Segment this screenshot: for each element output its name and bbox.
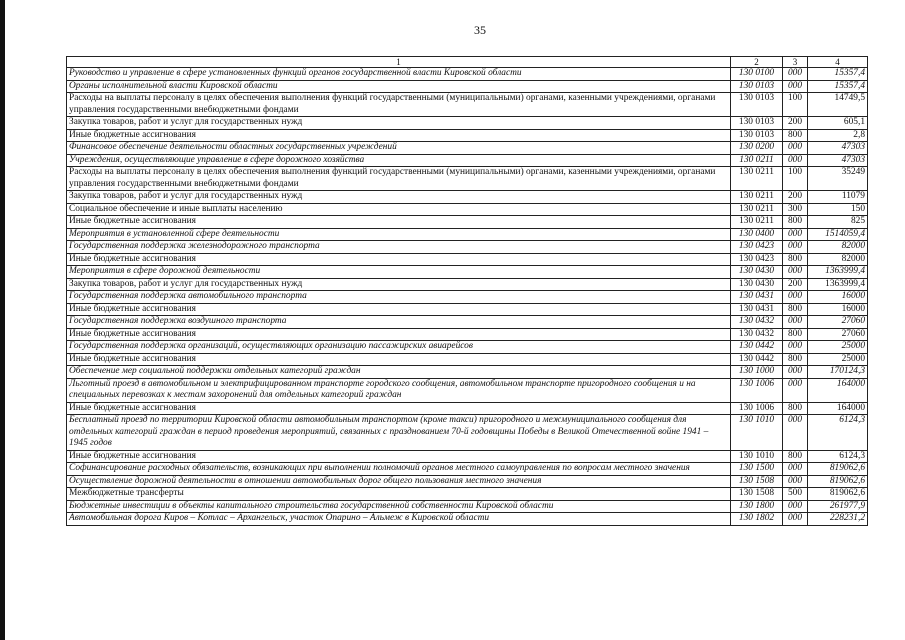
row-type-cell: 800 <box>783 129 808 142</box>
row-sum-cell: 27060 <box>808 328 868 341</box>
row-name-cell: Учреждения, осуществляющие управление в сфере дорожного хозяйства <box>67 154 731 167</box>
row-type-cell: 800 <box>783 303 808 316</box>
table-row <box>67 475 868 488</box>
row-type-cell: 000 <box>783 228 808 241</box>
table-row <box>67 216 868 229</box>
row-type-cell: 000 <box>783 241 808 254</box>
row-type-cell: 000 <box>783 154 808 167</box>
row-code-cell: 130 1800 <box>731 500 783 513</box>
budget-table <box>66 56 868 526</box>
table-body <box>67 68 868 526</box>
row-code-cell: 130 0103 <box>731 93 783 117</box>
table-row <box>67 68 868 81</box>
table-row <box>67 142 868 155</box>
row-type-cell: 800 <box>783 353 808 366</box>
page-number: 35 <box>474 23 486 37</box>
row-sum-cell: 82000 <box>808 253 868 266</box>
row-name-cell: Финансовое обеспечение деятельности областных государственных учреждений <box>67 142 731 155</box>
row-name-cell: Закупка товаров, работ и услуг для государственных нужд <box>67 117 731 130</box>
row-code-cell: 130 0430 <box>731 266 783 279</box>
table-row <box>67 378 868 402</box>
table-row <box>67 191 868 204</box>
row-name-cell: Межбюджетные трансферты <box>67 488 731 501</box>
row-sum-cell: 164000 <box>808 378 868 402</box>
row-sum-cell: 6124,3 <box>808 450 868 463</box>
row-sum-cell: 2,8 <box>808 129 868 142</box>
row-type-cell: 800 <box>783 328 808 341</box>
row-name-cell: Иные бюджетные ассигнования <box>67 450 731 463</box>
row-name-cell: Автомобильная дорога Киров – Котлас – Архангельск, участок Опарино – Альмеж в Кировской области <box>67 513 731 526</box>
table-row <box>67 278 868 291</box>
row-code-cell: 130 0400 <box>731 228 783 241</box>
row-sum-cell: 605,1 <box>808 117 868 130</box>
table-row <box>67 154 868 167</box>
row-sum-cell: 82000 <box>808 241 868 254</box>
row-name-cell: Иные бюджетные ассигнования <box>67 253 731 266</box>
table-row <box>67 117 868 130</box>
table-row <box>67 93 868 117</box>
table-row <box>67 266 868 279</box>
row-sum-cell: 261977,9 <box>808 500 868 513</box>
row-sum-cell: 14749,5 <box>808 93 868 117</box>
row-type-cell: 500 <box>783 488 808 501</box>
row-code-cell: 130 0423 <box>731 241 783 254</box>
row-sum-cell: 16000 <box>808 291 868 304</box>
row-type-cell: 800 <box>783 216 808 229</box>
row-sum-cell: 228231,2 <box>808 513 868 526</box>
row-code-cell: 130 0211 <box>731 154 783 167</box>
row-sum-cell: 825 <box>808 216 868 229</box>
row-code-cell: 130 0442 <box>731 341 783 354</box>
row-type-cell: 000 <box>783 463 808 476</box>
row-code-cell: 130 0432 <box>731 316 783 329</box>
row-type-cell: 000 <box>783 513 808 526</box>
row-sum-cell: 47303 <box>808 142 868 155</box>
table-row <box>67 488 868 501</box>
row-type-cell: 000 <box>783 366 808 379</box>
table-header-row <box>67 57 868 68</box>
row-name-cell: Иные бюджетные ассигнования <box>67 402 731 415</box>
row-name-cell: Софинансирование расходных обязательств, возникающих при выполнении полномочий органов местного самоуправления по вопросам местного значения <box>67 463 731 476</box>
row-name-cell: Государственная поддержка железнодорожного транспорта <box>67 241 731 254</box>
row-type-cell: 000 <box>783 266 808 279</box>
row-code-cell: 130 0442 <box>731 353 783 366</box>
row-sum-cell: 1514059,4 <box>808 228 868 241</box>
row-type-cell: 000 <box>783 378 808 402</box>
row-name-cell: Мероприятия в сфере дорожной деятельности <box>67 266 731 279</box>
table-row <box>67 129 868 142</box>
row-sum-cell: 1363999,4 <box>808 266 868 279</box>
row-code-cell: 130 0430 <box>731 278 783 291</box>
table-row <box>67 353 868 366</box>
row-code-cell: 130 0432 <box>731 328 783 341</box>
row-code-cell: 130 0423 <box>731 253 783 266</box>
row-code-cell: 130 0103 <box>731 80 783 93</box>
table-row <box>67 513 868 526</box>
row-name-cell: Органы исполнительной власти Кировской области <box>67 80 731 93</box>
row-name-cell: Расходы на выплаты персоналу в целях обеспечения выполнения функций государственными (муниципальными) органами, казенными учреждениями, органами управления государственными внебюджетными фондами <box>67 93 731 117</box>
row-code-cell: 130 0211 <box>731 191 783 204</box>
row-sum-cell: 819062,6 <box>808 463 868 476</box>
table-row <box>67 203 868 216</box>
row-name-cell: Иные бюджетные ассигнования <box>67 328 731 341</box>
row-code-cell: 130 0211 <box>731 167 783 191</box>
row-name-cell: Осуществление дорожной деятельности в отношении автомобильных дорог общего пользования местного значения <box>67 475 731 488</box>
row-type-cell: 000 <box>783 500 808 513</box>
row-name-cell: Иные бюджетные ассигнования <box>67 303 731 316</box>
row-sum-cell: 15357,4 <box>808 80 868 93</box>
row-name-cell: Бюджетные инвестиции в объекты капитального строительства государственной собственности Кировской области <box>67 500 731 513</box>
table-row <box>67 241 868 254</box>
row-code-cell: 130 0200 <box>731 142 783 155</box>
row-code-cell: 130 0211 <box>731 216 783 229</box>
row-name-cell: Иные бюджетные ассигнования <box>67 129 731 142</box>
table-row <box>67 303 868 316</box>
row-type-cell: 200 <box>783 117 808 130</box>
table-row <box>67 253 868 266</box>
row-code-cell: 130 0211 <box>731 203 783 216</box>
header-col-2: 2 <box>731 57 783 68</box>
row-code-cell: 130 1006 <box>731 402 783 415</box>
row-sum-cell: 164000 <box>808 402 868 415</box>
row-code-cell: 130 1010 <box>731 450 783 463</box>
row-name-cell: Государственная поддержка воздушного транспорта <box>67 316 731 329</box>
table-row <box>67 366 868 379</box>
table-row <box>67 463 868 476</box>
row-code-cell: 130 1508 <box>731 475 783 488</box>
row-sum-cell: 819062,6 <box>808 488 868 501</box>
row-name-cell: Социальное обеспечение и иные выплаты населению <box>67 203 731 216</box>
table-row <box>67 228 868 241</box>
table-row <box>67 80 868 93</box>
row-sum-cell: 1363999,4 <box>808 278 868 291</box>
table-row <box>67 341 868 354</box>
row-type-cell: 100 <box>783 167 808 191</box>
row-type-cell: 800 <box>783 450 808 463</box>
row-name-cell: Мероприятия в установленной сфере деятельности <box>67 228 731 241</box>
row-code-cell: 130 0103 <box>731 117 783 130</box>
row-type-cell: 800 <box>783 402 808 415</box>
row-name-cell: Иные бюджетные ассигнования <box>67 216 731 229</box>
row-sum-cell: 819062,6 <box>808 475 868 488</box>
row-code-cell: 130 1508 <box>731 488 783 501</box>
row-sum-cell: 150 <box>808 203 868 216</box>
row-name-cell: Государственная поддержка организаций, осуществляющих организацию пассажирских авиарейсов <box>67 341 731 354</box>
row-type-cell: 200 <box>783 278 808 291</box>
header-col-3: 3 <box>783 57 808 68</box>
row-sum-cell: 6124,3 <box>808 415 868 451</box>
header-col-1: 1 <box>67 57 731 68</box>
row-type-cell: 000 <box>783 68 808 81</box>
row-name-cell: Закупка товаров, работ и услуг для государственных нужд <box>67 191 731 204</box>
table-row <box>67 450 868 463</box>
row-code-cell: 130 1802 <box>731 513 783 526</box>
row-sum-cell: 16000 <box>808 303 868 316</box>
table-row <box>67 291 868 304</box>
row-sum-cell: 15357,4 <box>808 68 868 81</box>
table-row <box>67 316 868 329</box>
row-name-cell: Государственная поддержка автомобильного транспорта <box>67 291 731 304</box>
row-name-cell: Руководство и управление в сфере установленных функций органов государственной власти Кировской области <box>67 68 731 81</box>
row-type-cell: 000 <box>783 341 808 354</box>
row-sum-cell: 170124,3 <box>808 366 868 379</box>
row-sum-cell: 27060 <box>808 316 868 329</box>
row-type-cell: 000 <box>783 80 808 93</box>
table-row <box>67 328 868 341</box>
scan-edge-bar <box>0 0 5 640</box>
row-type-cell: 000 <box>783 291 808 304</box>
row-name-cell: Льготный проезд в автомобильном и электрифицированном транспорте городского сообщения, автомобильном транспорте пригородного сообщения и на специальных перевозках к местам захоронений для отдельных категорий граждан <box>67 378 731 402</box>
row-name-cell: Иные бюджетные ассигнования <box>67 353 731 366</box>
row-code-cell: 130 0100 <box>731 68 783 81</box>
table-row <box>67 415 868 451</box>
table-row <box>67 167 868 191</box>
row-type-cell: 000 <box>783 475 808 488</box>
row-type-cell: 800 <box>783 253 808 266</box>
row-type-cell: 200 <box>783 191 808 204</box>
row-code-cell: 130 0103 <box>731 129 783 142</box>
table-row <box>67 500 868 513</box>
row-name-cell: Закупка товаров, работ и услуг для государственных нужд <box>67 278 731 291</box>
row-sum-cell: 11079 <box>808 191 868 204</box>
row-name-cell: Бесплатный проезд по территории Кировской области автомобильным транспортом (кроме такси) пригородного и межмуниципального сообщения для отдельных категорий граждан в период проведения мероприятий, связанных с празднованием 70-й годовщины Победы в Великой Отечественной войне 1941 – 1945 годов <box>67 415 731 451</box>
row-code-cell: 130 1000 <box>731 366 783 379</box>
row-sum-cell: 25000 <box>808 341 868 354</box>
row-type-cell: 000 <box>783 142 808 155</box>
row-code-cell: 130 1500 <box>731 463 783 476</box>
row-sum-cell: 25000 <box>808 353 868 366</box>
table-row <box>67 402 868 415</box>
row-sum-cell: 35249 <box>808 167 868 191</box>
row-code-cell: 130 0431 <box>731 291 783 304</box>
header-col-4: 4 <box>808 57 868 68</box>
row-type-cell: 100 <box>783 93 808 117</box>
row-type-cell: 000 <box>783 316 808 329</box>
row-code-cell: 130 0431 <box>731 303 783 316</box>
row-code-cell: 130 1006 <box>731 378 783 402</box>
row-name-cell: Обеспечение мер социальной поддержки отдельных категорий граждан <box>67 366 731 379</box>
row-sum-cell: 47303 <box>808 154 868 167</box>
row-name-cell: Расходы на выплаты персоналу в целях обеспечения выполнения функций государственными (муниципальными) органами, казенными учреждениями, органами управления государственными внебюджетными фондами <box>67 167 731 191</box>
row-code-cell: 130 1010 <box>731 415 783 451</box>
row-type-cell: 000 <box>783 415 808 451</box>
row-type-cell: 300 <box>783 203 808 216</box>
